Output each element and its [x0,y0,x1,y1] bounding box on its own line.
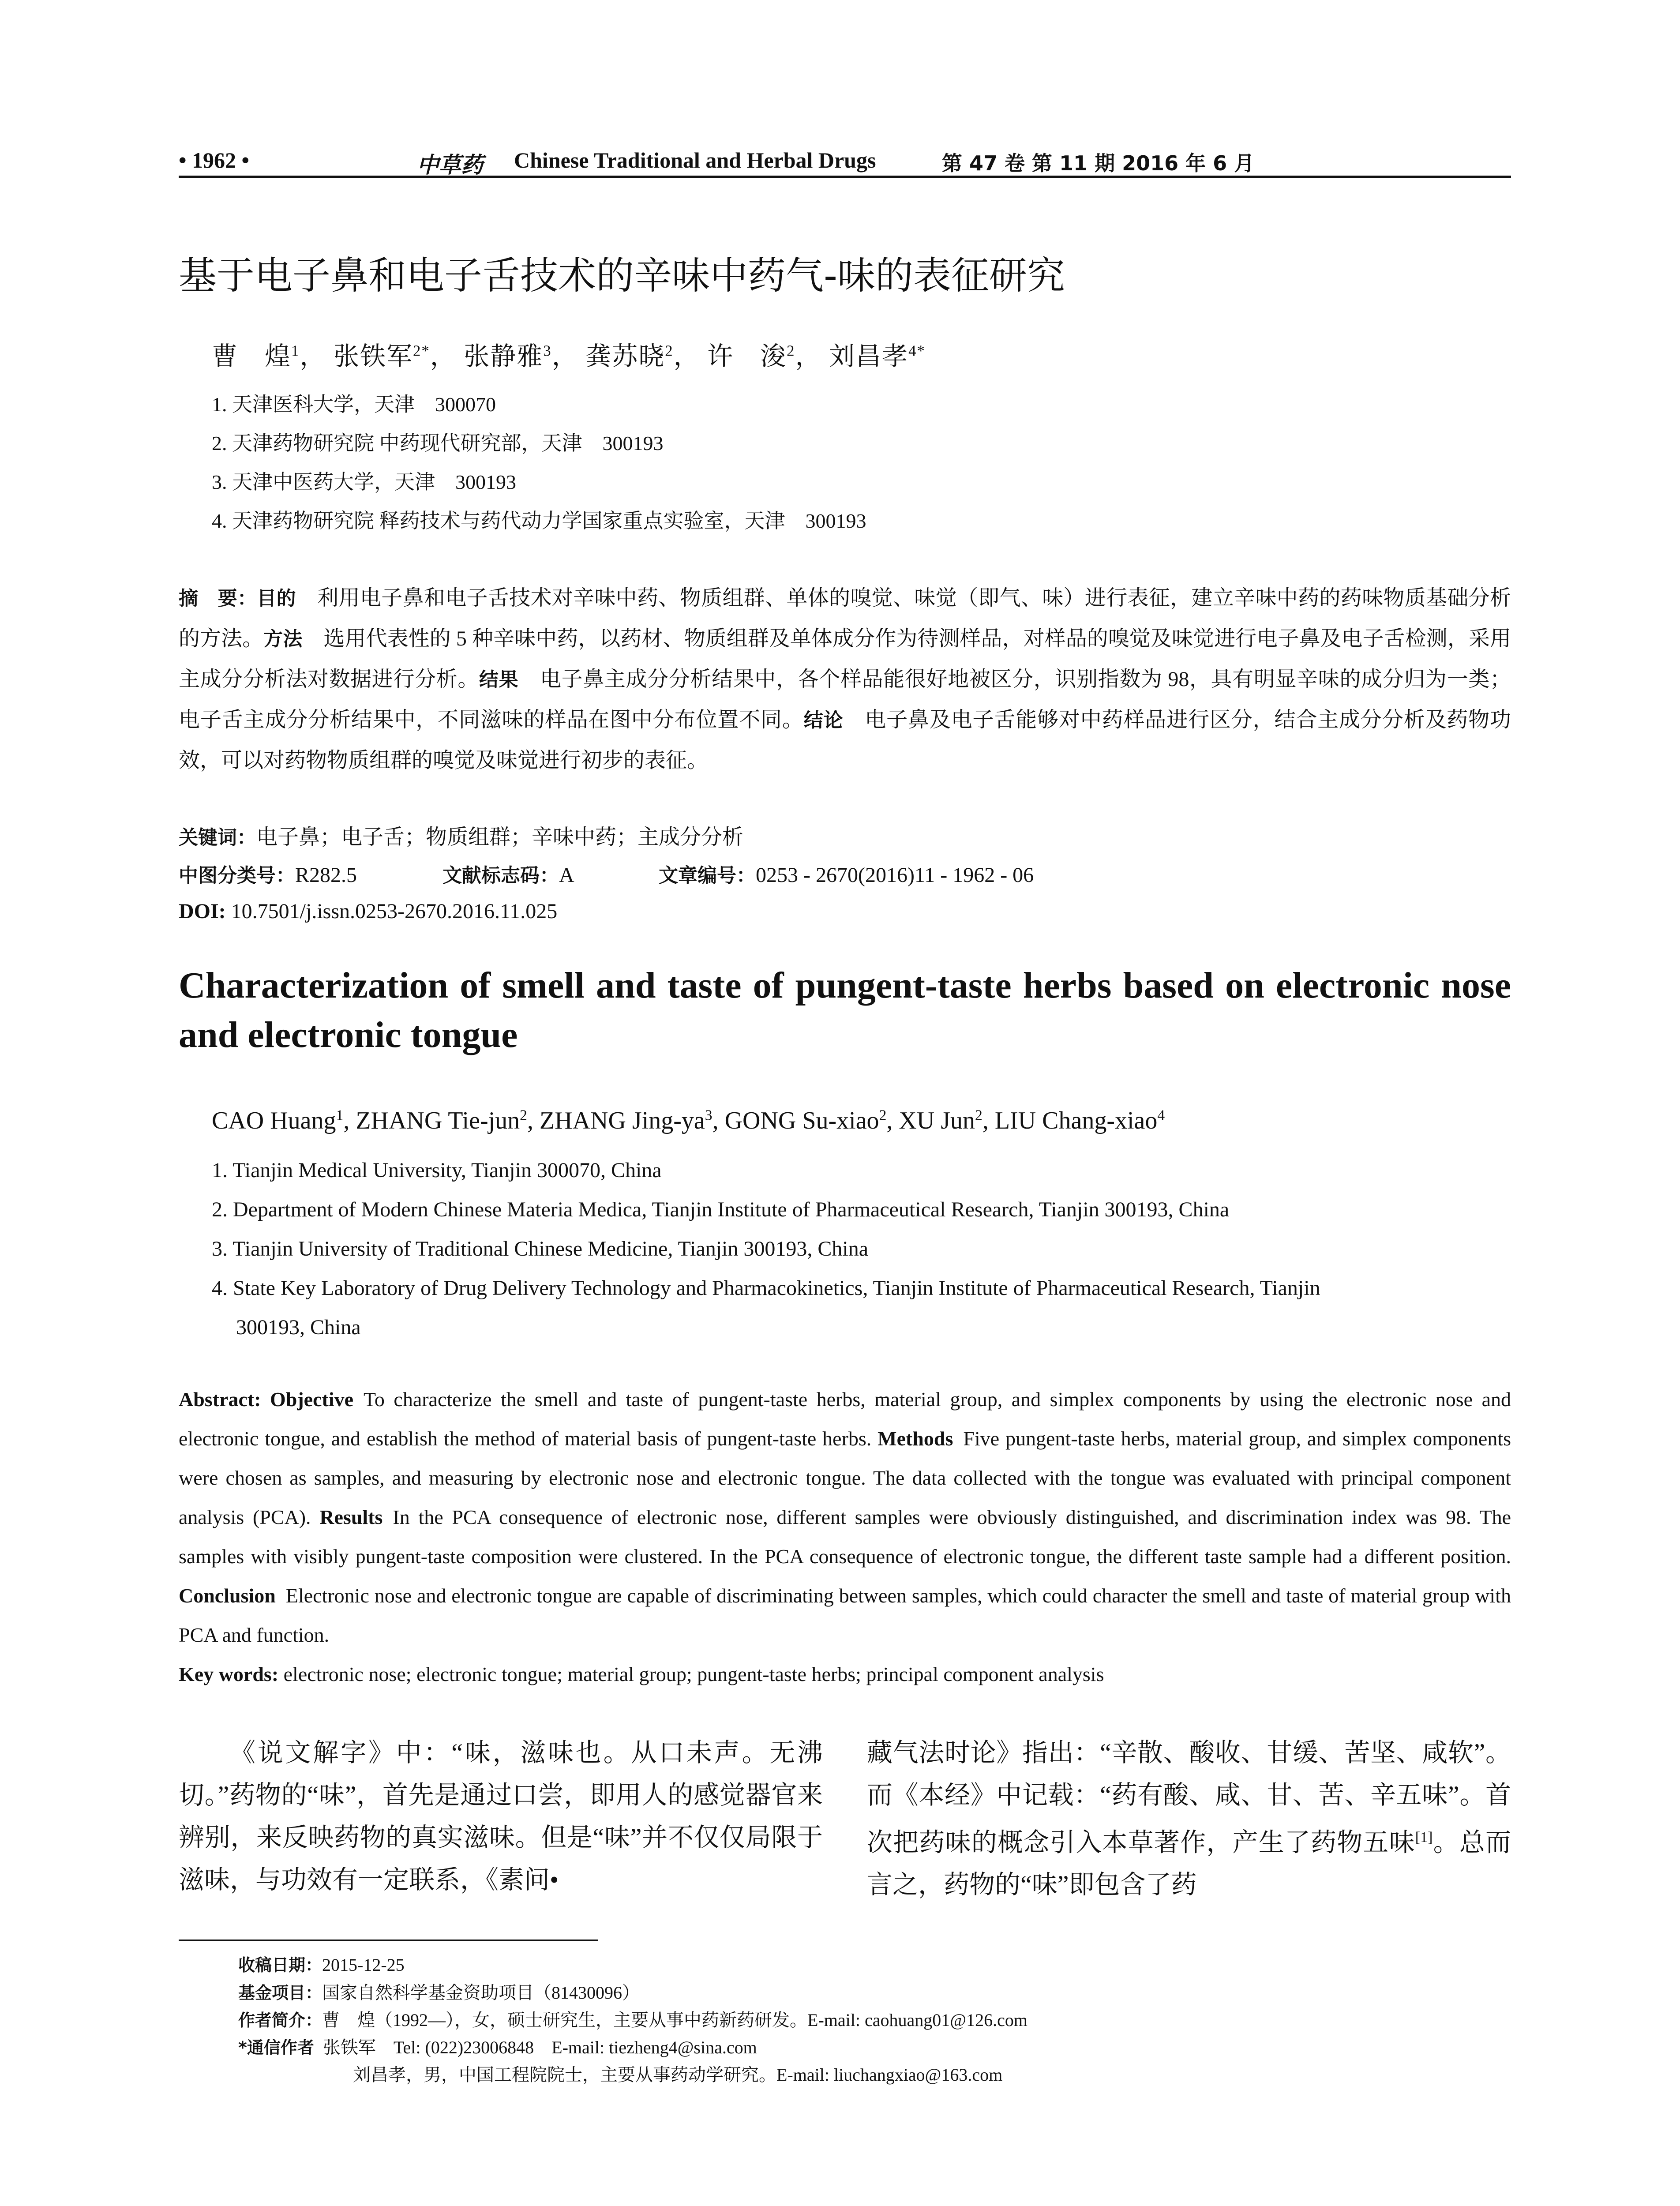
issue-info: 第 47 卷 第 11 期 2016 年 6 月 [942,151,1255,175]
footnote-rule [179,1940,598,1941]
author-cn: 刘昌孝 [829,342,909,371]
affiliation-cn: 3. 天津中医药大学，天津 300193 [212,471,516,493]
affiliation-en: 3. Tianjin University of Traditional Chinese Medicine, Tianjin 300193, China [212,1237,869,1261]
results-label: 结果 [479,668,519,691]
author-cn: 曹 煌 [212,342,292,371]
keywords-label-en: Key words: [179,1663,279,1685]
abstract-label: 摘 要： [179,587,257,610]
keywords-en: electronic nose; electronic tongue; material group; pungent-taste herbs; principal component analysis [283,1663,1104,1685]
author-cn: 张静雅 [464,342,544,371]
author-cn: 许 浚 [707,342,787,371]
conclusion-label: 结论 [803,709,844,732]
abstract-en: Abstract: Objective To characterize the smell and taste of pungent-taste herbs, material group, and simplex components by using the electronic nose and electronic tongue, and establish the method of material basis of pungent-taste herbs. Methods Five pungent-taste herbs, material group, and simplex components were chosen as samples, and measuring by electronic nose and electronic tongue. The data collected with the tongue was evaluated with principal component analysis (PCA). Results In the PCA consequence of electronic nose, different samples were obviously distinguished, and discrimination index was 98. The samples with visibly pungent-taste composition were clustered. In the PCA consequence of electronic tongue, the different taste sample had a different position. Conclusion Electronic nose and electronic tongue are capable of discriminating between samples, which could character the smell and taste of material group with PCA and function. Key words: electronic nose; electronic tongue; material group; pungent-taste herbs; principal component analysis [179,1388,1511,1685]
title-en: Characterization of smell and taste of pungent-taste herbs based on electronic nose and electronic tongue [179,965,1511,1055]
doi-line: DOI: 10.7501/j.issn.0253-2670.2016.11.025 [179,900,558,923]
methods-label: 方法 [263,628,303,650]
footnote-corresponding: *通信作者 张铁军 Tel: (022)23006848 E-mail: tiezheng4@sina.com [238,2037,757,2057]
author-cn: 张铁军 [333,342,413,371]
page-number: • 1962 • [179,148,250,173]
abstract-cn: 摘 要：目的 利用电子鼻和电子舌技术对辛味中药、物质组群、单体的嗅觉、味觉（即气、味）进行表征，建立辛味中药的药味物质基础分析的方法。方法 选用代表性的 5 种辛味中药，以药材、物质组群及单体成分作为待测样品，对样品的嗅觉及味觉进行电子鼻及电子舌检测，采用主成分分析法对数据进行分析。结果 电子鼻主成分分析结果中，各个样品能很好地被区分，识别指数为 98，具有明显辛味的成分归为一类；电子舌主成分分析结果中，不同滋味的样品在图中分布位置不同。结论 电子鼻及电子舌能够对中药样品进行区分，结合主成分分析及药物功效，可以对药物物质组群的嗅觉及味觉进行初步的表征。 [179,586,1511,772]
footnote-fund: 基金项目：国家自然科学基金资助项目（81430096） [238,1983,640,2003]
body-right-column: 藏气法时论》指出：“辛散、酸收、甘缓、苦坚、咸软”。而《本经》中记载：“药有酸、咸、甘、苦、辛五味”。首次把药味的概念引入本草著作，产生了药物五味[1]。总而言之，药物的“味”即包含了药 [867,1738,1511,1899]
affiliation-en: 2. Department of Modern Chinese Materia Medica, Tianjin Institute of Pharmaceutical Research, Tianjin 300193, China [212,1198,1230,1221]
citation-ref: [1] [1415,1829,1433,1846]
journal-en: Chinese Traditional and Herbal Drugs [514,148,876,173]
affiliation-cn: 2. 天津药物研究院 中药现代研究部，天津 300193 [212,432,664,454]
affiliation-en: 1. Tianjin Medical University, Tianjin 300070, China [212,1159,662,1182]
classification-line: 中图分类号：R282.5 文献标志码：A 文章编号：0253 - 2670(2016)11 - 1962 - 06 [179,863,1034,887]
keywords-cn: 关键词：电子鼻；电子舌；物质组群；辛味中药；主成分分析 [179,825,744,849]
abstract-label-en: Abstract: [179,1388,261,1411]
footnote-corresponding-2: 刘昌孝，男，中国工程院院士，主要从事药动学研究。E-mail: liuchangxiao@163.com [353,2065,1003,2085]
affiliation-en: 4. State Key Laboratory of Drug Delivery Technology and Pharmacokinetics, Tianjin Institute of Pharmaceutical Research, Tianjin [212,1276,1320,1300]
authors-cn: 曹 煌$^1$， 张铁军$^{2*}$， 张静雅$^3$， 龚苏晓$^2$， 许 浚$^2$， 刘昌孝$^{4*}$ [212,342,926,371]
authors-en: CAO Huang$^1$, ZHANG Tie-jun$^2$, ZHANG Jing-$ya^3$, GONG Su-xiao$^2$, XU Jun$^2$, LIU Chang-xiao$^4$ [212,1107,1165,1134]
affiliation-cn: 1. 天津医科大学，天津 300070 [212,393,496,416]
footnote-received: 收稿日期：2015-12-25 [238,1955,405,1975]
objective-label: 目的 [257,587,296,610]
journal-cn: 中草药 [417,152,483,178]
body-left-column: 《说文解字》中：“味，滋味也。从口未声。无沸切。”药物的“味”，首先是通过口尝，即用人的感觉器官来辨别，来反映药物的真实滋味。但是“味”并不仅仅局限于滋味，与功效有一定联系，《素问• [179,1738,823,1894]
running-header [179,138,1511,178]
affiliation-en-cont: 300193, China [236,1316,361,1339]
header-rule [179,176,1511,178]
affiliation-cn: 4. 天津药物研究院 释药技术与药代动力学国家重点实验室，天津 300193 [212,510,866,532]
footnote-bio: 作者简介：曹 煌（1992—），女，硕士研究生，主要从事中药新药研发。E-mail: caohuang01@126.com [238,2010,1028,2030]
title-cn: 基于电子鼻和电子舌技术的辛味中药气-味的表征研究 [179,254,1065,298]
author-cn: 龚苏晓 [585,342,665,371]
